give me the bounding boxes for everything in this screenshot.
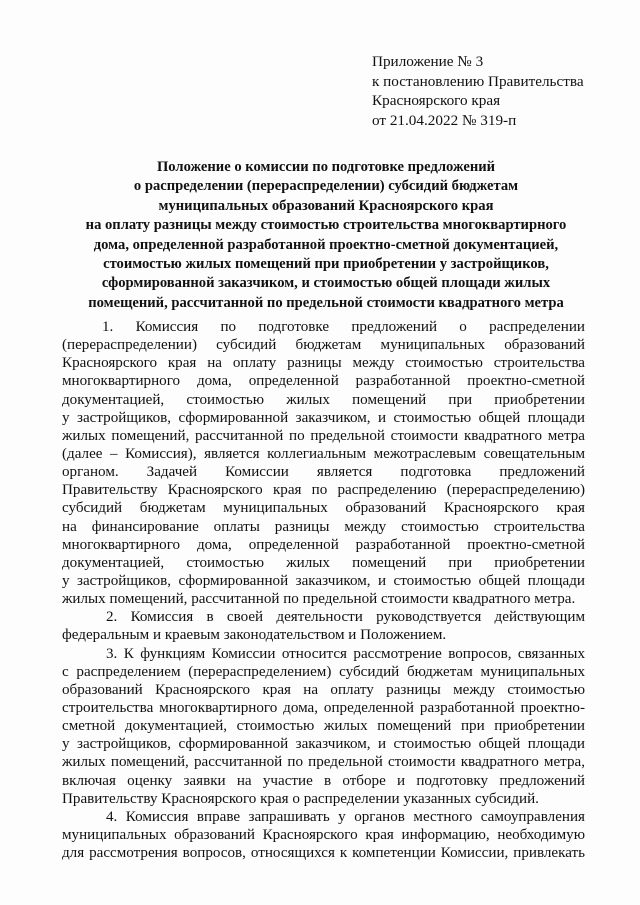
paragraph-4 xyxy=(62,808,585,862)
body-line: сметной документацией, стоимостью жилых помещений при приобретении xyxy=(62,718,585,735)
title-line: муниципальных образований Красноярского края xyxy=(158,197,494,214)
title-line: о распределении (перераспределении) субсидий бюджетам xyxy=(133,178,519,195)
body-line: федеральным и краевым законодательством и Положением. xyxy=(62,627,447,644)
body-line: Правительству Красноярского края по распределению (перераспределению) xyxy=(62,482,585,499)
appendix-line: к постановлению Правительства xyxy=(372,72,584,90)
body-line: Красноярского края на оплату разницы между стоимостью строительства xyxy=(62,355,585,372)
body-line: многоквартирного дома, определенной разработанной проектно-сметной xyxy=(62,373,585,390)
body-line: 3. К функциям Комиссии относится рассмотрение вопросов, связанных xyxy=(106,645,585,662)
title-line: на оплату разницы между стоимостью строительства многоквартирного xyxy=(85,217,567,234)
body-line: 2. Комиссия в своей деятельности руководствуется действующим xyxy=(106,609,585,626)
body-line: жилых помещений, рассчитанной по предельной стоимости квадратного метра, xyxy=(62,754,585,771)
body-line: на финансирование оплаты разницы между стоимостью строительства xyxy=(62,518,585,535)
body-line: с распределением (перераспределением) субсидий бюджетам муниципальных xyxy=(62,663,585,680)
body-line: для рассмотрения вопросов, относящихся к компетенции Комиссии, привлекать xyxy=(62,845,585,862)
body-line: Правительству Красноярского края о распределении указанных субсидий. xyxy=(62,790,539,807)
body-line: документацией, стоимостью жилых помещений при приобретении xyxy=(62,554,585,571)
title-line: Положение о комиссии по подготовке предложений xyxy=(156,159,496,175)
body-line: (перераспределении) субсидий бюджетам муниципальных образований xyxy=(62,337,585,354)
appendix-line: Приложение № 3 xyxy=(372,53,484,70)
title-line: помещений, рассчитанной по предельной стоимости квадратного метра xyxy=(88,294,564,311)
body-line: органом. Задачей Комиссии является подготовка предложений xyxy=(62,464,585,481)
paragraph-2 xyxy=(62,608,585,644)
body-line: субсидий бюджетам муниципальных образований Красноярского края xyxy=(62,500,585,517)
paragraph-1 xyxy=(62,318,585,608)
body-line: жилых помещений, рассчитанной по предельной стоимости квадратного метра. xyxy=(62,591,576,608)
body-line: у застройщиков, сформированной заказчиком, и стоимостью общей площади xyxy=(62,572,585,589)
body-line: 4. Комиссия вправе запрашивать у органов местного самоуправления xyxy=(106,808,585,825)
title-line: сформированной заказчиком, и стоимостью общей площади жилых xyxy=(101,275,551,292)
body-line: (далее – Комиссия), является коллегиальным межотраслевым совещательным xyxy=(62,445,585,462)
title-line: дома, определенной разработанной проектно-сметной документацией, xyxy=(93,236,559,253)
document-body xyxy=(62,318,585,862)
body-line: строительства многоквартирного дома, определенной разработанной проектно- xyxy=(62,699,585,716)
appendix-block xyxy=(372,52,612,130)
body-line: у застройщиков, сформированной заказчиком, и стоимостью общей площади xyxy=(62,736,585,753)
appendix-line: от 21.04.2022 № 319-п xyxy=(372,111,517,129)
body-line: образований Красноярского края на оплату разницы между стоимостью xyxy=(62,681,585,698)
body-line: жилых помещений, рассчитанной по предельной стоимости квадратного метра xyxy=(62,427,585,444)
title-line: стоимостью жилых помещений при приобретении у застройщиков, xyxy=(103,256,549,273)
appendix-line: Красноярского края xyxy=(372,92,501,109)
body-line: документацией, стоимостью жилых помещений при приобретении xyxy=(62,391,585,408)
paragraph-3 xyxy=(62,645,585,808)
body-line: включая оценку заявки на участие в отборе и подготовку предложений xyxy=(62,772,585,789)
body-line: многоквартирного дома, определенной разработанной проектно-сметной xyxy=(62,536,585,553)
body-line: 1. Комиссия по подготовке предложений о распределении xyxy=(102,319,585,335)
document-title xyxy=(56,158,596,313)
body-line: у застройщиков, сформированной заказчиком, и стоимостью общей площади xyxy=(62,409,585,426)
body-line: муниципальных образований Красноярского края информацию, необходимую xyxy=(62,826,585,843)
